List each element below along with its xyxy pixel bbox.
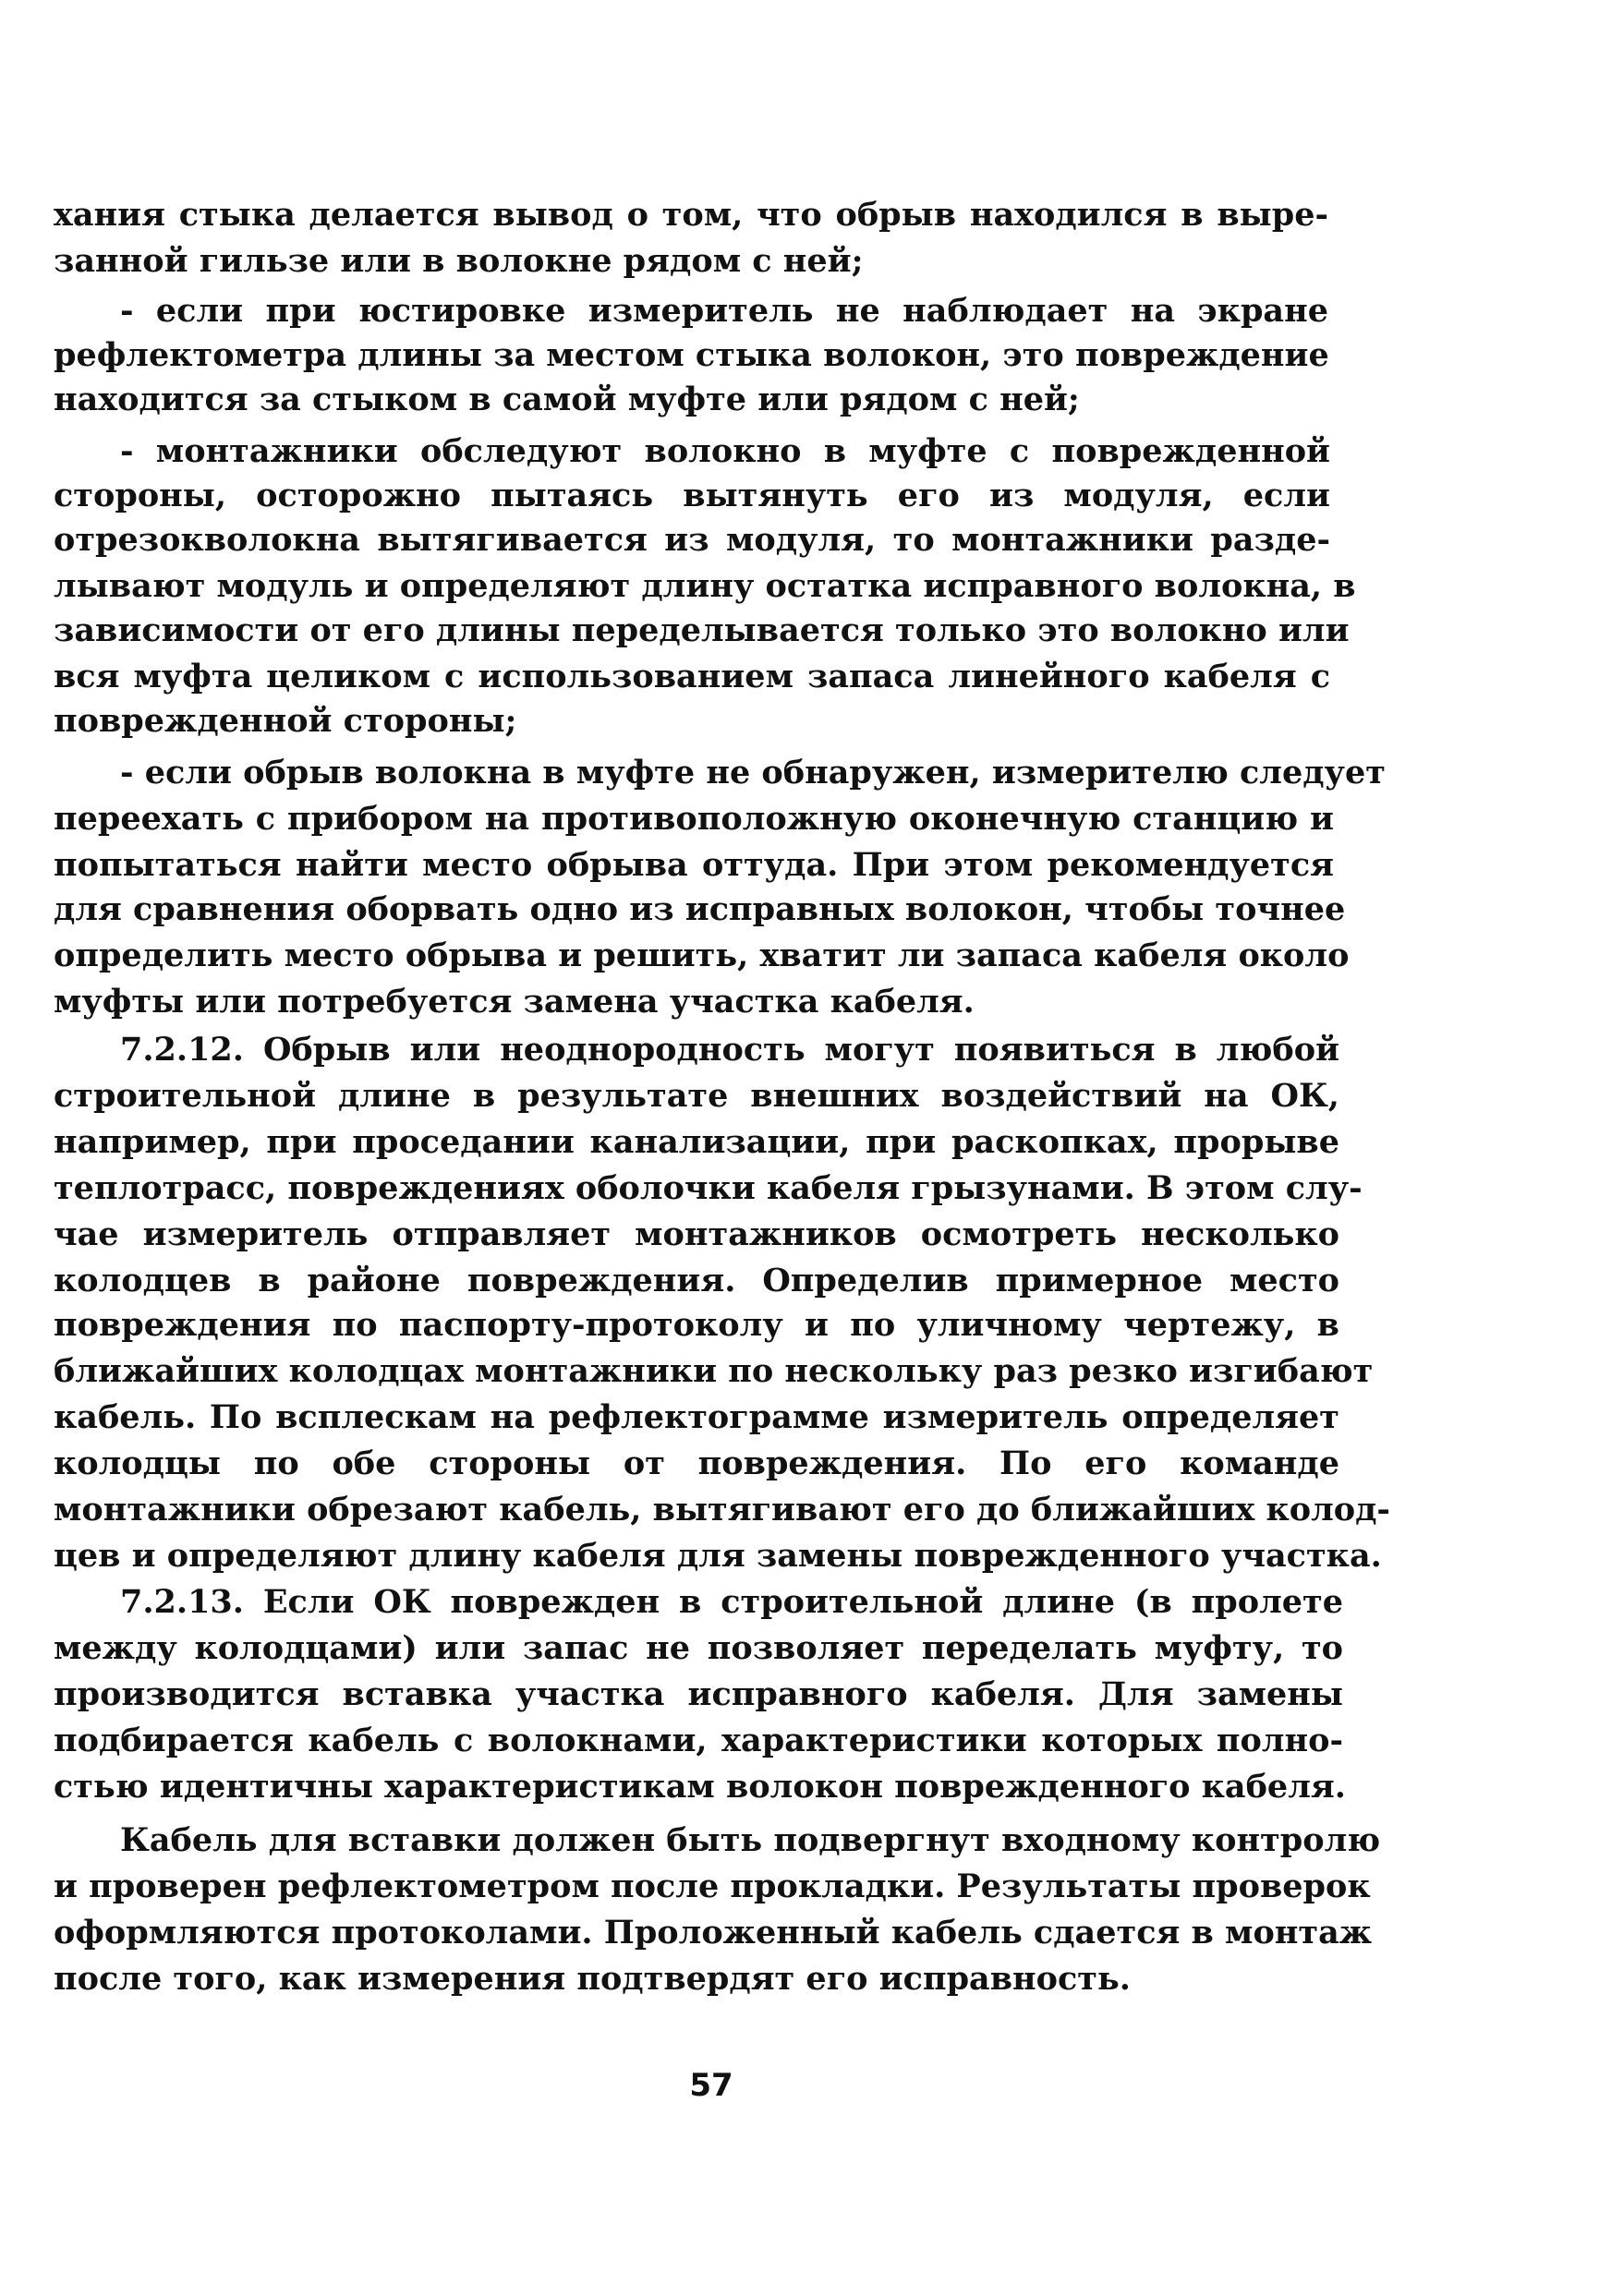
text-line: например, при проседании канализации, при раскопках, прорыве bbox=[54, 1123, 1339, 1161]
text-line: вся муфта целиком с использованием запаса линейного кабеля с bbox=[54, 658, 1330, 695]
text-line: и проверен рефлектометром после прокладки. Результаты проверок bbox=[54, 1867, 1371, 1905]
text-line: теплотрасс, повреждениях оболочки кабеля грызунами. В этом слу- bbox=[54, 1169, 1363, 1207]
text-line: 7.2.13. Если ОК поврежден в строительной длине (в пролете bbox=[120, 1583, 1343, 1621]
text-line: чае измеритель отправляет монтажников осмотреть несколько bbox=[54, 1215, 1339, 1253]
text-line: стью идентичны характеристикам волокон поврежденного кабеля. bbox=[54, 1768, 1346, 1806]
text-line: оформляются протоколами. Проложенный кабель сдается в монтаж bbox=[54, 1914, 1373, 1952]
text-line: определить место обрыва и решить, хватит ли запаса кабеля около bbox=[54, 937, 1350, 974]
text-line: между колодцами) или запас не позволяет переделать муфту, то bbox=[54, 1629, 1343, 1667]
text-line: рефлектометра длины за местом стыка волокон, это повреждение bbox=[54, 336, 1329, 374]
text-line: хания стыка делается вывод о том, что обрыв находился в выре- bbox=[54, 196, 1328, 234]
text-line: занной гильзе или в волокне рядом с ней; bbox=[54, 242, 864, 280]
text-line: лывают модуль и определяют длину остатка исправного волокна, в bbox=[54, 567, 1356, 605]
text-line: производится вставка участка исправного кабеля. Для замены bbox=[54, 1675, 1343, 1713]
page-number: 57 bbox=[689, 2067, 733, 2104]
text-line: колодцев в районе повреждения. Определив примерное место bbox=[54, 1262, 1339, 1299]
text-line: - если при юстировке измеритель не наблюдает на экране bbox=[120, 292, 1328, 330]
text-line: для сравнения оборвать одно из исправных волокон, чтобы точнее bbox=[54, 890, 1346, 928]
text-line: после того, как измерения подтвердят его исправность. bbox=[54, 1960, 1131, 1998]
text-line: отрезокволокна вытягивается из модуля, то монтажники разде- bbox=[54, 521, 1330, 559]
text-line: муфты или потребуется замена участка кабеля. bbox=[54, 983, 975, 1021]
text-line: Кабель для вставки должен быть подвергнут входному контролю bbox=[120, 1821, 1381, 1859]
text-line: попытаться найти место обрыва оттуда. При этом рекомендуется bbox=[54, 846, 1334, 884]
text-line: переехать с прибором на противоположную оконечную станцию и bbox=[54, 800, 1334, 838]
text-line: цев и определяют длину кабеля для замены поврежденного участка. bbox=[54, 1537, 1382, 1575]
text-line: строительной длине в результате внешних воздействий на ОК, bbox=[54, 1077, 1339, 1115]
text-line: монтажники обрезают кабель, вытягивают его до ближайших колод- bbox=[54, 1491, 1390, 1529]
text-line: подбирается кабель с волокнами, характеристики которых полно- bbox=[54, 1722, 1343, 1759]
text-line: - если обрыв волокна в муфте не обнаружен, измерителю следует bbox=[120, 754, 1386, 792]
text-line: повреждения по паспорту-протоколу и по уличному чертежу, в bbox=[54, 1306, 1339, 1344]
text-line: зависимости от его длины переделывается только это волокно или bbox=[54, 611, 1350, 649]
text-line: 7.2.12. Обрыв или неоднородность могут появиться в любой bbox=[120, 1031, 1339, 1069]
text-line: стороны, осторожно пытаясь вытянуть его из модуля, если bbox=[54, 477, 1330, 514]
text-line: находится за стыком в самой муфте или рядом с ней; bbox=[54, 381, 1080, 418]
text-line: поврежденной стороны; bbox=[54, 702, 517, 740]
text-line: ближайших колодцах монтажники по нескольку раз резко изгибают bbox=[54, 1352, 1374, 1390]
text-line: кабель. По всплескам на рефлектограмме измеритель определяет bbox=[54, 1398, 1339, 1436]
text-line: колодцы по обе стороны от повреждения. По его команде bbox=[54, 1444, 1339, 1482]
text-line: - монтажники обследуют волокно в муфте с поврежденной bbox=[120, 432, 1330, 470]
